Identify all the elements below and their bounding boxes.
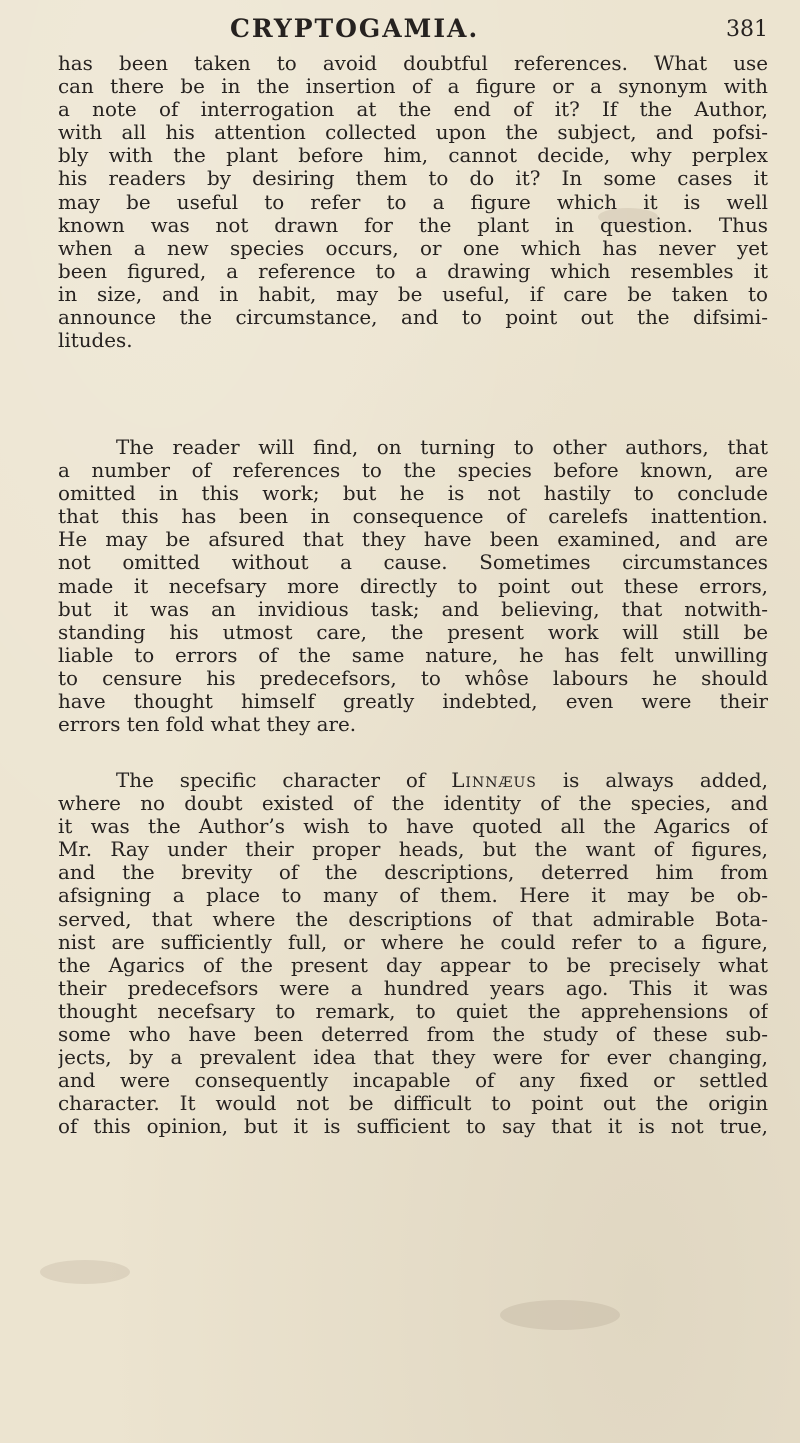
paragraph-2 (58, 436, 768, 736)
text-line: been figured, a reference to a drawing which resembles it (58, 259, 768, 283)
page-header (0, 10, 800, 50)
text-line: that this has been in consequence of carelefs inattention. (58, 505, 768, 529)
text-line: it was the Author’s wish to have quoted all the Agarics of (58, 815, 768, 839)
text-fragment: The specific character of (116, 769, 426, 792)
text-line: the Agarics of the present day appear to be precisely what (58, 953, 768, 977)
text-line: made it necefsary more directly to point out these errors, (58, 574, 768, 598)
text-line: a number of references to the species before known, are (58, 459, 768, 483)
running-title: CRYPTOGAMIA. (230, 14, 480, 43)
text-line: a note of interrogation at the end of it? If the Author, (58, 98, 768, 122)
text-line: known was not drawn for the plant in question. Thus (58, 213, 768, 237)
text-line: bly with the plant before him, cannot decide, why perplex (58, 144, 768, 168)
paper-stain (40, 1260, 130, 1284)
page-number: 381 (726, 17, 768, 42)
text-line: where no doubt existed of the identity of the species, and (58, 792, 768, 816)
text-line: has been taken to avoid doubtful references. What use (58, 52, 768, 75)
text-line: not omitted without a cause. Sometimes circumstances (58, 551, 768, 575)
text-line: but it was an invidious task; and believing, that notwith- (58, 597, 768, 621)
paragraph-3 (58, 769, 768, 1139)
text-line: and were consequently incapable of any fixed or settled (58, 1069, 768, 1093)
text-line: and the brevity of the descriptions, deterred him from (58, 861, 768, 885)
text-line: have thought himself greatly indebted, even were their (58, 690, 768, 714)
text-line (58, 769, 768, 792)
text-line: litudes. (58, 329, 133, 353)
text-line: omitted in this work; but he is not hastily to conclude (58, 482, 768, 506)
text-line: thought necefsary to remark, to quiet the apprehensions of (58, 999, 768, 1023)
text-line: announce the circumstance, and to point out the difsimi- (58, 306, 768, 330)
text-line: served, that where the descriptions of that admirable Bota- (58, 907, 768, 931)
paragraph-1 (58, 52, 768, 352)
text-line: He may be afsured that they have been examined, and are (58, 528, 768, 552)
text-line: in size, and in habit, may be useful, if care be taken to (58, 282, 768, 306)
text-line: their predecefsors were a hundred years ago. This it was (58, 976, 768, 1000)
text-line: may be useful to refer to a figure which it is well (58, 190, 768, 214)
text-line: liable to errors of the same nature, he has felt unwilling (58, 643, 768, 667)
text-line: can there be in the insertion of a figure or a synonym with (58, 75, 768, 99)
linnaeus-name: Linnæus (451, 769, 537, 792)
text-line: jects, by a prevalent idea that they were for ever changing, (58, 1046, 768, 1070)
text-line: Mr. Ray under their proper heads, but the want of figures, (58, 838, 768, 862)
text-line: afsigning a place to many of them. Here it may be ob- (58, 884, 768, 908)
text-line: when a new species occurs, or one which has never yet (58, 236, 768, 260)
paper-stain (500, 1300, 620, 1330)
text-line: with all his attention collected upon the subject, and pofsi- (58, 121, 768, 145)
text-line: standing his utmost care, the present work will still be (58, 620, 768, 644)
text-line: some who have been deterred from the study of these sub- (58, 1023, 768, 1047)
text-line: character. It would not be difficult to point out the origin (58, 1092, 768, 1116)
text-line: errors ten fold what they are. (58, 713, 357, 737)
text-line: to censure his predecefsors, to whôse labours he should (58, 666, 768, 690)
text-line: his readers by desiring them to do it? In some cases it (58, 167, 768, 191)
text-line: The reader will find, on turning to other authors, that (116, 436, 768, 459)
text-line: of this opinion, but it is sufficient to say that it is not true, (58, 1115, 768, 1139)
text-fragment: is always added, (562, 769, 768, 792)
text-line: nist are sufficiently full, or where he could refer to a figure, (58, 930, 768, 954)
